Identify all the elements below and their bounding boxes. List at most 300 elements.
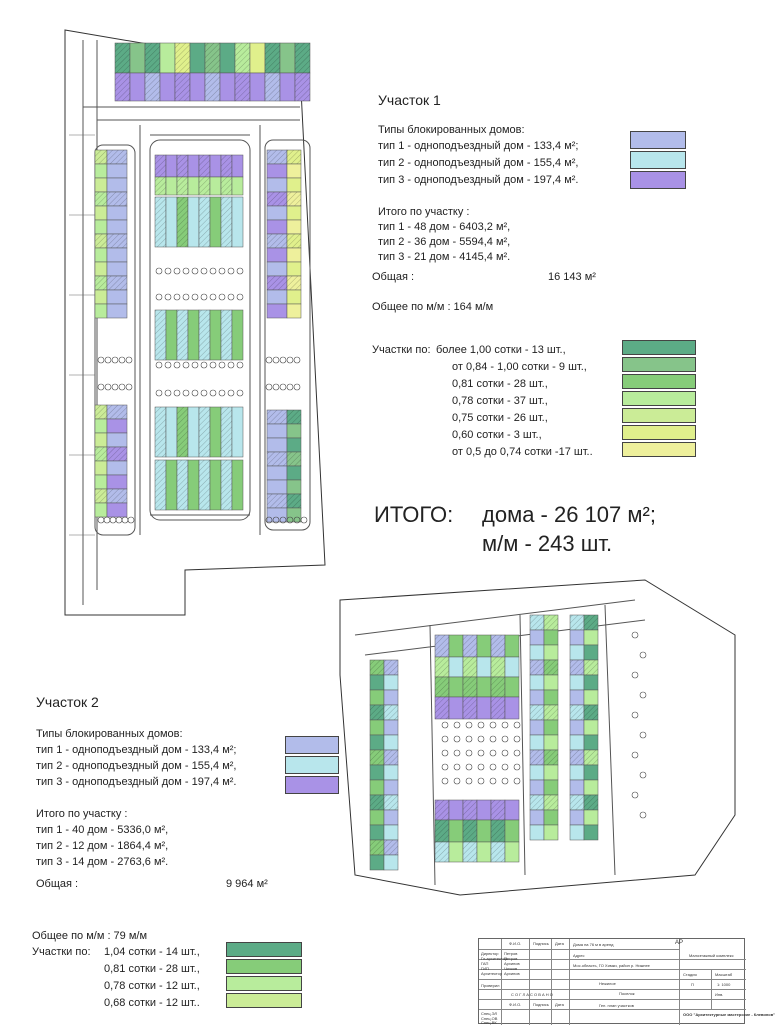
house-plot-hatch [267, 410, 287, 424]
house-plot-hatch [570, 795, 584, 810]
house-plot-hatch [107, 150, 127, 164]
site2-plot-3: 0,78 сотки - 12 шт., [104, 980, 200, 992]
house-plot [505, 820, 519, 842]
house-plot-hatch [435, 635, 449, 657]
house-plot [267, 178, 287, 192]
house-plot-hatch [155, 177, 166, 195]
house-plot-hatch [530, 795, 544, 810]
site2-total-value: 9 964 м² [226, 878, 268, 890]
site2-plot-1: 1,04 сотки - 14 шт., [104, 946, 200, 958]
site1-total-value: 16 143 м² [548, 271, 596, 283]
house-plot-hatch [177, 155, 188, 177]
house-plot [544, 765, 558, 780]
house-plot-hatch [267, 192, 287, 206]
house-plot [544, 720, 558, 735]
house-plot-hatch [530, 660, 544, 675]
house-plot [544, 645, 558, 660]
site2-type3: тип 3 - одноподъездный дом - 197,4 м². [36, 776, 237, 788]
site2-totals-heading: Итого по участку : [36, 808, 128, 820]
site2-plot-swatch-4 [226, 993, 302, 1008]
tb-name-3: Архипов [504, 961, 520, 966]
site1-types-heading: Типы блокированных домов: [378, 124, 525, 136]
house-plot-hatch [463, 657, 477, 677]
house-plot [384, 825, 398, 840]
house-plot [210, 177, 221, 195]
house-plot [530, 825, 544, 840]
site2-parking: Общее по м/м : 79 м/м [32, 930, 148, 942]
house-plot-hatch [199, 197, 210, 247]
house-plot-hatch [463, 820, 477, 842]
tb-project: Дома на 76 м в аренд [573, 942, 614, 947]
house-plot-hatch [221, 177, 232, 195]
house-plot [232, 155, 243, 177]
site2-type3-swatch [285, 776, 339, 794]
tb-col-fio: Ф.И.О. [509, 941, 522, 946]
house-plot-hatch [199, 310, 210, 360]
site1-plot-3: 0,81 сотки - 28 шт., [452, 378, 548, 390]
tb-name-5: Архипов [504, 971, 520, 976]
house-plot [287, 438, 301, 452]
house-plot [384, 690, 398, 705]
house-plot-hatch [115, 73, 130, 101]
house-plot [287, 206, 301, 220]
house-plot [188, 197, 199, 247]
house-plot-hatch [435, 677, 449, 697]
house-plot [188, 407, 199, 457]
house-plot [95, 290, 107, 304]
house-plot-hatch [463, 697, 477, 719]
house-plot [544, 735, 558, 750]
house-plot [95, 475, 107, 489]
house-plot-hatch [370, 795, 384, 810]
house-plot-hatch [384, 660, 398, 675]
house-plot [220, 43, 235, 73]
site2-title: Участок 2 [36, 694, 99, 710]
house-plot [95, 433, 107, 447]
house-plot [107, 206, 127, 220]
house-plot [267, 480, 287, 494]
tb-agree-3: Спец.ВК [481, 1020, 497, 1025]
house-plot-hatch [107, 276, 127, 290]
house-plot [477, 800, 491, 820]
house-plot-hatch [544, 795, 558, 810]
house-plot-hatch [463, 800, 477, 820]
house-plot-hatch [199, 407, 210, 457]
house-plot-hatch [530, 615, 544, 630]
site1-plot-2: от 0,84 - 1,00 сотки - 9 шт., [452, 361, 587, 373]
house-plot [190, 73, 205, 101]
house-plot-hatch [267, 452, 287, 466]
house-plot [449, 697, 463, 719]
house-plot [570, 765, 584, 780]
house-plot-hatch [295, 43, 310, 73]
site2-plot-swatch-2 [226, 959, 302, 974]
house-plot [477, 677, 491, 697]
house-plot-hatch [221, 155, 232, 177]
house-plot [505, 677, 519, 697]
house-plot [370, 780, 384, 795]
house-plot-hatch [221, 460, 232, 510]
house-plot [188, 310, 199, 360]
site2-plot-swatch-1 [226, 942, 302, 957]
house-plot [107, 503, 127, 517]
house-plot-hatch [95, 405, 107, 419]
tb-inv-label: Инв. [715, 992, 724, 997]
tb-role-2: Гл.архитектор [481, 956, 508, 961]
house-plot [287, 480, 301, 494]
house-plot [584, 720, 598, 735]
house-plot-hatch [463, 842, 477, 862]
house-plot [107, 248, 127, 262]
tb-role-5: Архитектор [481, 971, 503, 976]
site1-type3-swatch [630, 171, 686, 189]
tb-name-2: Петров [504, 956, 518, 961]
house-plot [530, 810, 544, 825]
house-plot [370, 765, 384, 780]
site1-total-1: тип 1 - 48 дом - 6403,2 м², [378, 221, 511, 233]
house-plot [584, 765, 598, 780]
house-plot [530, 630, 544, 645]
site1-total-3: тип 3 - 21 дом - 4145,4 м². [378, 251, 511, 263]
house-plot [384, 765, 398, 780]
site2-types-heading: Типы блокированных домов: [36, 728, 183, 740]
house-plot [384, 780, 398, 795]
site2-plot-swatch-3 [226, 976, 302, 991]
house-plot [570, 735, 584, 750]
site1-type1: тип 1 - одноподъездный дом - 133,4 м²; [378, 140, 579, 152]
site2-plot-2: 0,81 сотки - 28 шт., [104, 963, 200, 975]
house-plot [232, 407, 243, 457]
house-plot [477, 697, 491, 719]
site2-type1: тип 1 - одноподъездный дом - 133,4 м²; [36, 744, 237, 756]
house-plot-hatch [199, 460, 210, 510]
house-plot [370, 735, 384, 750]
house-plot-hatch [463, 635, 477, 657]
house-plot [107, 461, 127, 475]
house-plot [384, 735, 398, 750]
tb-note1: Нежилое [599, 981, 616, 986]
house-plot-hatch [370, 750, 384, 765]
house-plot-hatch [530, 750, 544, 765]
house-plot [570, 675, 584, 690]
house-plot-hatch [584, 795, 598, 810]
house-plot-hatch [435, 800, 449, 820]
house-plot [267, 248, 287, 262]
house-plot-hatch [370, 660, 384, 675]
house-plot-hatch [95, 489, 107, 503]
house-plot [166, 197, 177, 247]
house-plot [232, 197, 243, 247]
tb-check: Проверил [481, 983, 500, 988]
house-plot [505, 635, 519, 657]
house-plot-hatch [570, 660, 584, 675]
house-plot [188, 177, 199, 195]
house-plot-hatch [199, 155, 210, 177]
house-plot [232, 310, 243, 360]
house-plot-hatch [491, 657, 505, 677]
house-plot [190, 43, 205, 73]
site1-type3: тип 3 - одноподъездный дом - 197,4 м². [378, 174, 579, 186]
house-plot-hatch [287, 494, 301, 508]
house-plot [449, 820, 463, 842]
house-plot-hatch [287, 410, 301, 424]
house-plot [232, 460, 243, 510]
site1-totals-heading: Итого по участку : [378, 206, 470, 218]
house-plot [449, 635, 463, 657]
house-plot-hatch [199, 177, 210, 195]
site1-parking: Общее по м/м : 164 м/м [372, 301, 494, 313]
tb-agree-col-fio: Ф.И.О. [509, 1002, 522, 1007]
house-plot [570, 825, 584, 840]
house-plot [166, 177, 177, 195]
house-plot-hatch [435, 657, 449, 677]
tb-role-1: Директор [481, 951, 499, 956]
house-plot [95, 248, 107, 262]
house-plot [287, 290, 301, 304]
house-plot-hatch [267, 494, 287, 508]
house-plot [544, 630, 558, 645]
house-plot [267, 290, 287, 304]
house-plot-hatch [177, 460, 188, 510]
house-plot-hatch [267, 150, 287, 164]
site1-plot-swatch-6 [622, 425, 696, 440]
house-plot-hatch [205, 73, 220, 101]
house-plot-hatch [584, 705, 598, 720]
house-plot-hatch [235, 73, 250, 101]
house-plot [505, 657, 519, 677]
house-plot [370, 720, 384, 735]
site1-type2: тип 2 - одноподъездный дом - 155,4 м², [378, 157, 579, 169]
site1-plot-7: от 0,5 до 0,74 сотки -17 шт.. [452, 446, 593, 458]
site2-total-label: Общая : [36, 878, 79, 890]
house-plot-hatch [267, 276, 287, 290]
house-plot [95, 304, 107, 318]
site1-type1-swatch [630, 131, 686, 149]
house-plot [95, 164, 107, 178]
house-plot [544, 780, 558, 795]
house-plot [544, 675, 558, 690]
tb-name-1: Петров [504, 951, 518, 956]
house-plot-hatch [584, 660, 598, 675]
house-plot [505, 842, 519, 862]
house-plot [530, 720, 544, 735]
house-plot-hatch [491, 635, 505, 657]
house-plot-hatch [265, 73, 280, 101]
house-plot-hatch [491, 677, 505, 697]
house-plot-hatch [384, 705, 398, 720]
title-block [478, 938, 775, 1025]
house-plot-hatch [370, 840, 384, 855]
house-plot-hatch [287, 192, 301, 206]
tb-company: ООО "Архитектурные мастерские - Клевинов" [683, 1012, 775, 1017]
house-plot-hatch [177, 177, 188, 195]
tb-agree-1: Спец.ЭЛ [481, 1011, 498, 1016]
tb-name-4: Чичков [504, 966, 518, 971]
house-plot [570, 810, 584, 825]
site1-plot-swatch-5 [622, 408, 696, 423]
house-plot [95, 503, 107, 517]
house-plot [370, 810, 384, 825]
house-plot [166, 155, 177, 177]
site1-plot-swatch-7 [622, 442, 696, 457]
house-plot-hatch [287, 452, 301, 466]
house-plot-hatch [384, 840, 398, 855]
summary-houses: дома - 26 107 м²; [482, 502, 656, 527]
tb-note2: Поселок [619, 991, 635, 996]
house-plot-hatch [370, 705, 384, 720]
summary-label: ИТОГО: [374, 502, 454, 527]
tb-col-sign: Подпись [533, 941, 549, 946]
house-plot-hatch [177, 407, 188, 457]
house-plot [267, 304, 287, 318]
site1-plot-5: 0,75 сотки - 26 шт., [452, 412, 548, 424]
house-plot [107, 290, 127, 304]
house-plot [107, 304, 127, 318]
house-plot [505, 800, 519, 820]
house-plot [210, 197, 221, 247]
house-plot [107, 164, 127, 178]
house-plot [166, 460, 177, 510]
house-plot-hatch [155, 155, 166, 177]
site1-plan [55, 15, 395, 635]
house-plot [370, 690, 384, 705]
tb-sheet-title: Ген. план участков [599, 1003, 634, 1008]
house-plot [584, 810, 598, 825]
site1-plot-4: 0,78 сотки - 37 шт., [452, 395, 548, 407]
house-plot [544, 825, 558, 840]
house-plot [449, 677, 463, 697]
tb-agree-col-sign: Подпись [533, 1002, 549, 1007]
site1-plot-swatch-2 [622, 357, 696, 372]
house-plot [107, 475, 127, 489]
site1-title: Участок 1 [378, 92, 441, 108]
house-plot [584, 735, 598, 750]
site1-plot-1: более 1,00 сотки - 13 шт., [436, 344, 566, 356]
house-plot [107, 433, 127, 447]
house-plot-hatch [235, 43, 250, 73]
house-plot-hatch [115, 43, 130, 73]
house-plot-hatch [107, 489, 127, 503]
house-plot [95, 220, 107, 234]
house-plot [250, 73, 265, 101]
house-plot-hatch [267, 234, 287, 248]
house-plot [570, 720, 584, 735]
house-plot [95, 419, 107, 433]
house-plot-hatch [544, 660, 558, 675]
tb-object: Мос.область, ГО Химки, район р. Нижнее [573, 963, 650, 968]
house-plot [544, 810, 558, 825]
house-plot [449, 657, 463, 677]
house-plot-hatch [107, 234, 127, 248]
house-plot-hatch [107, 192, 127, 206]
house-plot [210, 155, 221, 177]
house-plot-hatch [491, 842, 505, 862]
house-plot [584, 645, 598, 660]
house-plot-hatch [95, 150, 107, 164]
summary-parking: м/м - 243 шт. [482, 531, 613, 556]
site2-total-2: тип 2 - 12 дом - 1864,4 м², [36, 840, 169, 852]
house-plot-hatch [221, 407, 232, 457]
house-plot-hatch [570, 615, 584, 630]
house-plot [95, 178, 107, 192]
site1-plots-heading: Участки по: [372, 344, 431, 356]
house-plot-hatch [287, 150, 301, 164]
house-plot-hatch [155, 310, 166, 360]
house-plot-hatch [221, 310, 232, 360]
house-plot [160, 43, 175, 73]
tb-agree-col-date: Дата [555, 1002, 564, 1007]
house-plot-hatch [384, 795, 398, 810]
house-plot [267, 220, 287, 234]
house-plot-hatch [295, 73, 310, 101]
house-plot [384, 720, 398, 735]
house-plot [95, 461, 107, 475]
house-plot-hatch [177, 310, 188, 360]
house-plot [287, 248, 301, 262]
house-plot-hatch [107, 447, 127, 461]
site2-plan [335, 575, 735, 895]
site2-type2: тип 2 - одноподъездный дом - 155,4 м², [36, 760, 237, 772]
house-plot-hatch [155, 460, 166, 510]
house-plot [287, 164, 301, 178]
house-plot [584, 675, 598, 690]
house-plot [287, 304, 301, 318]
house-plot-hatch [570, 705, 584, 720]
house-plot [530, 645, 544, 660]
house-plot [384, 810, 398, 825]
house-plot-hatch [155, 197, 166, 247]
tb-scale-label: Масштаб [715, 972, 733, 977]
house-plot [449, 842, 463, 862]
tb-client-label: Адрес [573, 953, 585, 958]
house-plot [280, 43, 295, 73]
house-plot [570, 780, 584, 795]
house-plot [232, 177, 243, 195]
house-plot [370, 855, 384, 870]
house-plot [107, 220, 127, 234]
tb-stage-label: Стадия [683, 972, 697, 977]
house-plot-hatch [177, 197, 188, 247]
house-plot-hatch [530, 705, 544, 720]
house-plot [280, 73, 295, 101]
site2-type2-swatch [285, 756, 339, 774]
house-plot [287, 424, 301, 438]
house-plot [210, 310, 221, 360]
house-plot-hatch [205, 43, 220, 73]
house-plot [220, 73, 235, 101]
house-plot [130, 73, 145, 101]
house-plot-hatch [544, 615, 558, 630]
house-plot-hatch [584, 615, 598, 630]
house-plot [267, 164, 287, 178]
house-plot-hatch [155, 407, 166, 457]
tb-stage: П [691, 982, 694, 987]
house-plot-hatch [175, 73, 190, 101]
house-plot [530, 780, 544, 795]
house-plot [166, 310, 177, 360]
house-plot-hatch [95, 234, 107, 248]
house-plot [107, 419, 127, 433]
house-plot [160, 73, 175, 101]
house-plot [449, 800, 463, 820]
house-plot [477, 635, 491, 657]
house-plot-hatch [491, 820, 505, 842]
house-plot-hatch [463, 677, 477, 697]
tb-client: Малоэтажный комплекс [689, 953, 734, 958]
tb-scale: 1: 1000 [717, 982, 731, 987]
house-plot-hatch [435, 820, 449, 842]
site1-plot-swatch-4 [622, 391, 696, 406]
